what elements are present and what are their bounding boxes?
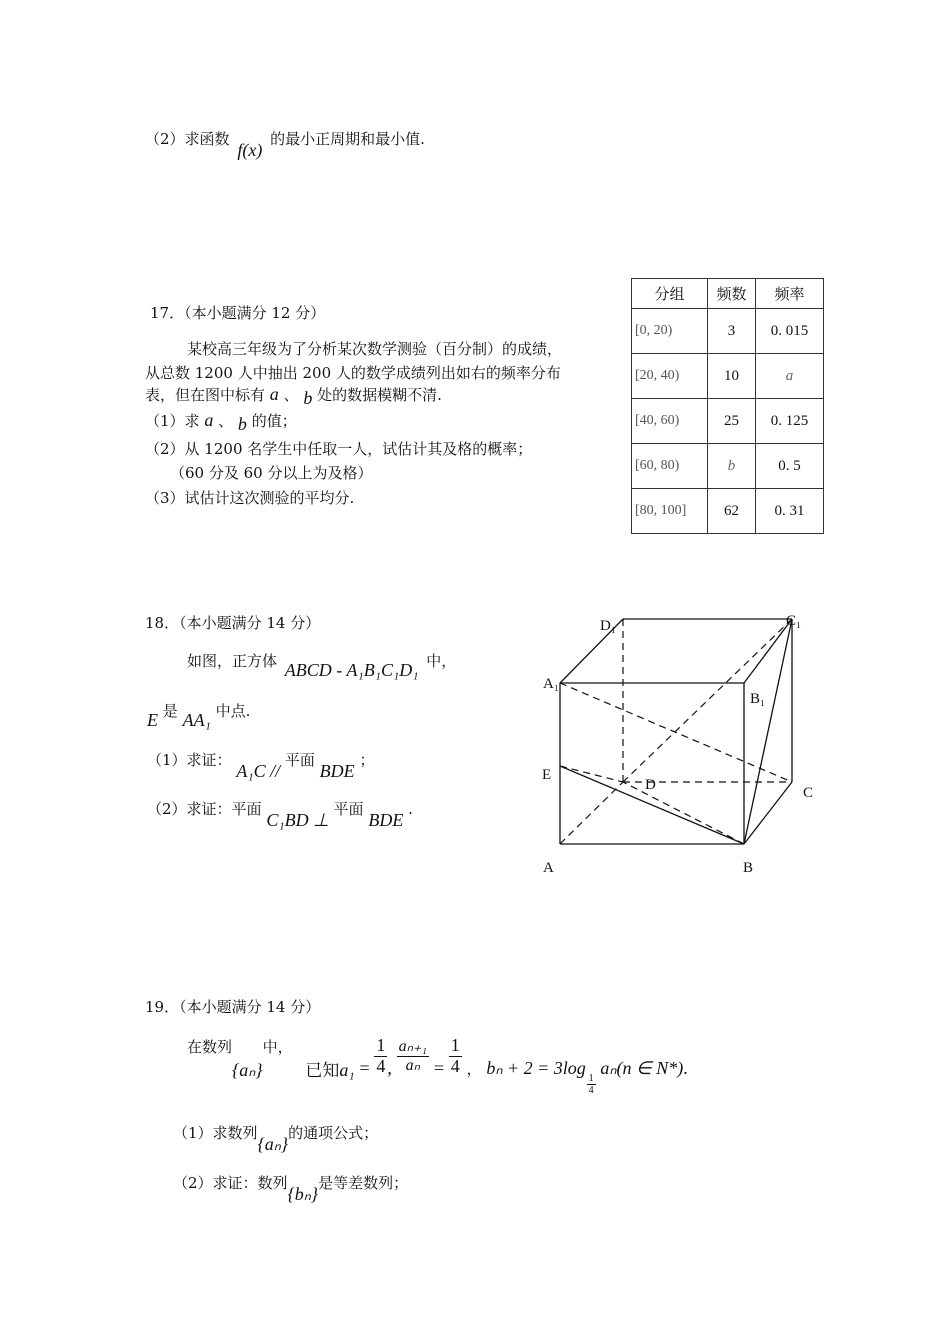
q19-part1-pre: （1）求数列	[173, 1124, 258, 1142]
frac-den: 4	[450, 1055, 460, 1076]
plane-bde: BDE	[368, 810, 404, 830]
label-a1: A₁	[543, 676, 560, 692]
q18-header: 18．（本小题满分 14 分）	[145, 614, 321, 632]
q19-part2-post: 是等差数列；	[318, 1174, 409, 1192]
q17-part1-post: 的值；	[251, 412, 297, 430]
q17-intro-line2: 从总数 1200 人中抽出 200 人的数学成绩列出如右的频率分布	[145, 364, 561, 382]
table-cell-group: [40, 60)	[632, 399, 708, 444]
var-b: b	[303, 388, 313, 408]
table-row	[632, 309, 824, 354]
q18-line1-post: 中，	[426, 652, 457, 670]
q19-header: 19．（本小题满分 14 分）	[145, 998, 321, 1016]
q19-known: 已知	[305, 1061, 340, 1082]
q17-intro-line3-pre: 表，但在图中标有	[145, 386, 266, 404]
q18-is: 是	[162, 702, 178, 720]
table-cell-group: [80, 100]	[632, 489, 708, 534]
table-header: 频数	[708, 279, 756, 309]
cube-name: ABCD - A₁B₁C₁D₁	[284, 660, 419, 680]
log-base	[587, 1073, 596, 1096]
table-cell-count: 25	[708, 399, 756, 444]
fraction-one-quarter	[374, 1036, 387, 1077]
comma: ，	[466, 1060, 482, 1079]
q19-part1	[173, 1122, 379, 1154]
table-cell-count: 10	[708, 354, 756, 399]
q17-intro-line3-post: 处的数据模糊不清.	[317, 386, 442, 404]
table-header-row	[632, 279, 824, 309]
q18-part1	[147, 749, 375, 781]
fraction-one-quarter	[449, 1036, 462, 1077]
q18-part2-end: .	[408, 800, 413, 818]
q18-part2-expr: C₁BD ⊥	[266, 810, 329, 830]
q18-part1-expr: A₁C //	[236, 761, 281, 781]
table-row	[632, 399, 824, 444]
log-base-num: 1	[588, 1072, 594, 1084]
label-a: A	[543, 860, 554, 876]
frac-den: 4	[376, 1055, 386, 1076]
segment-c1-b	[744, 619, 792, 844]
q17-header: 17．（本小题满分 12 分）	[150, 304, 326, 322]
q17-intro-line3	[145, 384, 442, 408]
q18-part2-pre: （2）求证：平面	[147, 800, 262, 818]
segment-aa1: AA₁	[182, 710, 211, 730]
label-c1: C₁	[786, 613, 802, 629]
table-row	[632, 354, 824, 399]
table-header: 频率	[756, 279, 824, 309]
q17-part2-note: （60 分及 60 分以上为及格）	[170, 464, 373, 482]
separator: 、	[283, 386, 299, 404]
cube-figure	[530, 605, 820, 885]
q16-part2-post: 的最小正周期和最小值.	[270, 130, 425, 148]
var-a: a	[269, 384, 279, 404]
q17-part2: （2）从 1200 名学生中任取一人，试估计其及格的概率；	[145, 440, 533, 458]
sequence-b: {bₙ}	[287, 1184, 319, 1204]
table-header: 分组	[632, 279, 708, 309]
table-cell-count: 3	[708, 309, 756, 354]
label-d1: D₁	[600, 618, 617, 634]
q17-part3: （3）试估计这次测验的平均分.	[145, 489, 355, 507]
table-row	[632, 444, 824, 489]
table-cell-group: [0, 20)	[632, 309, 708, 354]
comma: ,	[387, 1058, 392, 1079]
log-argument: aₙ(n ∈ N*)	[600, 1058, 684, 1079]
bn-expression: bₙ + 2 = 3log	[486, 1058, 586, 1079]
table-cell-freq: 0. 015	[756, 309, 824, 354]
q18-part1-end: ；	[359, 751, 375, 769]
frac-num: 1	[376, 1035, 386, 1055]
q17-part1	[145, 410, 297, 434]
ratio-num: aₙ₊₁	[398, 1038, 428, 1056]
q19-stmt-pre: 在数列	[187, 1038, 233, 1056]
q16-function-expr: f(x)	[237, 140, 263, 160]
label-c: C	[803, 785, 814, 801]
q18-part1-pre: （1）求证：	[147, 751, 232, 769]
q17-part1-pre: （1）求	[145, 412, 200, 430]
period: .	[683, 1058, 688, 1079]
label-d: D	[645, 777, 656, 793]
frequency-table	[631, 278, 824, 534]
sequence-a: {aₙ}	[232, 1060, 263, 1081]
edge-a-d	[560, 782, 623, 844]
q16-part2	[145, 128, 425, 160]
q18-line1-pre: 如图，正方体	[187, 652, 278, 670]
table-cell-freq: 0. 5	[756, 444, 824, 489]
q19-part2-pre: （2）求证：数列	[173, 1174, 288, 1192]
q18-part2-plane: 平面	[333, 800, 364, 818]
frac-num: 1	[450, 1035, 460, 1055]
a1: a₁	[339, 1060, 355, 1081]
table-cell-count: b	[708, 444, 756, 489]
q17-intro-line1: 某校高三年级为了分析某次数学测验（百分制）的成绩，	[187, 340, 563, 358]
q19-statement	[187, 1035, 688, 1096]
q18-line2	[147, 700, 251, 730]
equals-sign: =	[433, 1058, 444, 1079]
table-cell-freq: a	[756, 354, 824, 399]
table-cell-freq: 0. 125	[756, 399, 824, 444]
label-b1: B₁	[750, 691, 766, 707]
plane-bde: BDE	[319, 761, 355, 781]
segment-b-d	[623, 782, 744, 844]
ratio-fraction	[397, 1038, 429, 1074]
var-a: a	[204, 410, 214, 430]
q18-part1-plane: 平面	[284, 751, 315, 769]
table-cell-group: [20, 40)	[632, 354, 708, 399]
table-cell-freq: 0. 31	[756, 489, 824, 534]
q19-stmt-mid: 中，	[262, 1038, 293, 1056]
q18-line2-post: 中点.	[215, 702, 251, 720]
table-row	[632, 489, 824, 534]
q19-part1-post: 的通项公式；	[288, 1124, 379, 1142]
table-cell-group: [60, 80)	[632, 444, 708, 489]
point-e: E	[147, 710, 158, 730]
var-b: b	[237, 414, 247, 434]
equals-sign: =	[359, 1058, 370, 1079]
ratio-den: aₙ	[405, 1056, 421, 1074]
segment-c1-d	[623, 619, 792, 782]
separator: 、	[218, 412, 234, 430]
log-base-den: 4	[588, 1084, 594, 1096]
table-cell-count: 62	[708, 489, 756, 534]
q16-part2-pre: （2）求函数	[145, 130, 230, 148]
q19-part2	[173, 1172, 409, 1204]
q18-part2	[147, 798, 413, 830]
label-e: E	[542, 767, 552, 783]
label-b: B	[743, 860, 754, 876]
q18-line1	[187, 650, 457, 680]
sequence-a: {aₙ}	[257, 1134, 289, 1154]
